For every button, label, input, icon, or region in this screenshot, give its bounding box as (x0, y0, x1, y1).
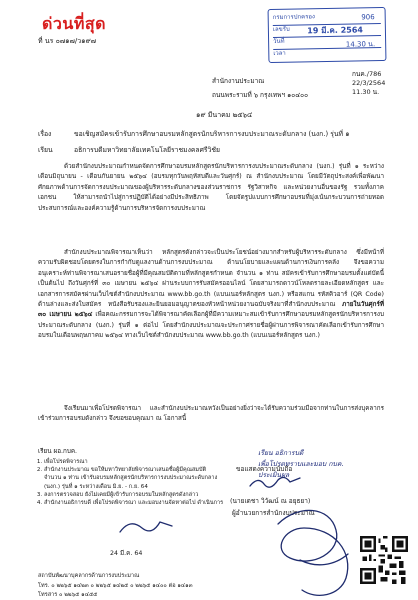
handwritten-line: ประเมินผล (258, 471, 290, 479)
memo-item: 2. สำนักงานประมาณ ขอให้มหาวิทยาลัยพิจารณาเสนอชื่อผู้มีคุณสมบัติ จำนวน ๑ ท่าน เข้ารับอบรมหลักสูตรนักบริหารการงบประมาณระดับกลาง (นงก.) รุ่นที่ ๑ ระหว่างเดือน มิ.ย. - ก.ย. 64 (44, 466, 224, 491)
subject-text: ขอเชิญสมัครเข้ารับการศึกษาอบรมหลักสูตรนักบริหารการงบประมาณระดับกลาง (นงก.) รุ่นที่ ๑ (74, 130, 350, 138)
respect-closing: ขอแสดงความนับถือ (236, 465, 293, 473)
memo-item: 4. สำนักงานอธิการบดี เพื่อโปรดพิจารณา และมอบงานจัดหาต่อไป ดำเนินการ (44, 499, 224, 507)
footer-fax: โทรสาร ๐ ๒๒๖๕ ๑๔๕๕ (38, 592, 98, 598)
memo-item: 1. เพื่อโปรดพิจารณา (44, 458, 224, 466)
subject-label: เรื่อง (38, 130, 52, 138)
receive-stamp-label-time: เวลา (273, 49, 286, 57)
signer-role: ผู้อำนวยการสำนักงบประมาณ (232, 509, 315, 517)
paragraph-request-a: สำนักงบประมาณพิจารณาเห็นว่า หลักสูตรดังกล่าวจะเป็นประโยชน์อย่างมากสำหรับผู้บริหารระดับกลาง ซึ่งมีหน้าที่ความรับผิดชอบโดยตรงในการกำกับดูแลงานด้านการงบประมาณ ด้านนโยบายและแผนด้านการเงินการคลัง จึงขอความอนุเคราะห์ท่านพิจารณาเสนอรายชื่อผู้ที่มีคุณสมบัติตามที่หลักสูตรกำหนด จำนวน ๑ ท่าน สมัครเข้ารับการศึกษาอบรมตั้งแต่บัดนี้เป็นต้นไป ถึงวันศุกร์ที่ ๓๐ เมษายน ๒๕๖๔ ผ่านระบบการรับสมัครออนไลน์ โดยสามารถดาวน์โหลดรายละเอียดหลักสูตร และเอกสารการสมัครผ่านเว็บไซต์สำนักงบประมาณ www.bb.go.th (แบนเนอร์หลักสูตร นงก.) หรือสแกน รหัสคิวอาร์ (QR Code) ด้านล่างและส่งใบสมัคร หนังสือรับรองและยินยอมอนุญาตของหัวหน้าหน่วยงานฉบับจริงมาที่สำนักงบประมาณ (38, 249, 384, 309)
footer-phone: โทร. ๐ ๒๒๖๕ ๑๔๒๓ ๐ ๒๒๖๕ ๑๔๒๕ ๐ ๒๒๖๕ ๑๔๐๐ ต่อ ๑๔๑๓ (38, 583, 193, 589)
receive-stamp-date: 19 มี.ค. 2564 (307, 25, 363, 36)
receive-stamp-label-date: วันที่ (273, 37, 285, 45)
corner-stamp-time: 11.30 น. (352, 88, 380, 96)
recipient-text: อธิการบดีมหาวิทยาลัยเทคโนโลยีราชมงคลศรีวิชัย (74, 146, 220, 154)
sender-address: ถนนพระรามที่ ๖ กรุงเทพฯ ๑๐๔๐๐ (212, 91, 309, 99)
paragraph-closing: จึงเรียนมาเพื่อโปรดพิจารณา และสำนักงบประมาณหวังเป็นอย่างยิ่งว่าจะได้รับความร่วมมือจากท่านในการส่งบุคลากรเข้าร่วมการอบรมดังกล่าว จึงขอขอบคุณมา ณ โอกาสนี้ (38, 405, 384, 423)
paragraph-intro: ด้วยสำนักงบประมาณกำหนดจัดการศึกษาอบรมหลักสูตรนักบริหารการงบประมาณระดับกลาง (นงก.) รุ่นที่ ๑ ระหว่างเดือนมิถุนายน - เดือนกันยายน ๒๕๖๔ (อบรมทุกวันพฤหัสบดีและวันศุกร์) ณ สำนักงบประมาณ โดยมีวัตถุประสงค์เพื่อพัฒนาศักยภาพด้านการจัดการงบประมาณของผู้บริหารระดับกลางของส่วนราชการ รัฐวิสาหกิจ และหน่วยงานอื่นของรัฐ รวมทั้งภาคเอกชน ให้สามารถนำไปสู่การปฏิบัติได้อย่างมีประสิทธิภาพ โดยจัดรูปแบบการศึกษาอบรมที่มุ่งเน้นกระบวนการถ่ายทอดประสบการณ์และองค์ความรู้ด้านการบริหารจัดการงบประมาณ (38, 163, 384, 212)
letter-date: ๑๙ มีนาคม ๒๕๖๔ (196, 111, 253, 119)
memo-date: 24 มี.ค. 64 (110, 550, 143, 557)
corner-stamp-ref: กนค./786 (352, 70, 382, 78)
memo-signature-icon (120, 522, 172, 532)
memo-item: 3. ลงการตรวจสอบ ยังไม่เคยมีผู้เข้ารับการอบรมในหลักสูตรดังกล่าว (44, 491, 224, 499)
receive-stamp-org: กรมการปกครอง (272, 13, 315, 21)
handwritten-line: เพื่อโปรดทราบและมอบ กบค. (258, 460, 344, 468)
reference-number: ที่ นร ๐๗๑๗/ว๑๙๗ (38, 37, 96, 45)
corner-stamp-date: 22/3/2564 (352, 79, 386, 87)
paragraph-request-c: เพื่อคณะกรรมการจะได้พิจารณาคัดเลือกผู้ที่มีความเหมาะสมเข้ารับการศึกษาอบรมหลักสูตรนักบริหารการงบประมาณระดับกลาง (นงก.) รุ่นที่ ๑ ต่อไป โดยสำนักงบประมาณจะประกาศรายชื่อผู้ผ่านการพิจารณาคัดเลือกเข้ารับการศึกษาอบรมในเดือนพฤษภาคม ๒๕๖๔ ทางเว็บไซต์สำนักงบประมาณ www.bb.go.th (แบนเนอร์หลักสูตร นงก.) (38, 311, 384, 340)
qr-code-icon[interactable] (360, 536, 408, 584)
director-signature-icon (250, 477, 300, 487)
signer-name: (นายเดชา วิวัฒน์ ณ อยุธยา) (230, 497, 311, 505)
urgency-heading: ด่วนที่สุด (42, 14, 107, 33)
sender-org: สำนักงานประมาณ (212, 77, 265, 85)
memo-heading: เรียน ผอ.กบค. (38, 448, 78, 455)
footer-org: สถาบันพัฒนาบุคลากรด้านการงบประมาณ (38, 573, 140, 579)
receive-stamp-time: 14.30 น. (345, 40, 376, 49)
receive-stamp-number: 906 (361, 13, 375, 22)
recipient-label: เรียน (38, 146, 53, 154)
receive-stamp-label-number: เลขรับ (272, 25, 290, 33)
handwritten-line: เรียน อธิการบดี (258, 449, 304, 457)
executive-signature-icon (278, 510, 348, 595)
paragraph-request-deadline: ภายในวันศุกร์ที่ ๓๐ เมษายน ๒๕๖๔ (38, 301, 384, 319)
